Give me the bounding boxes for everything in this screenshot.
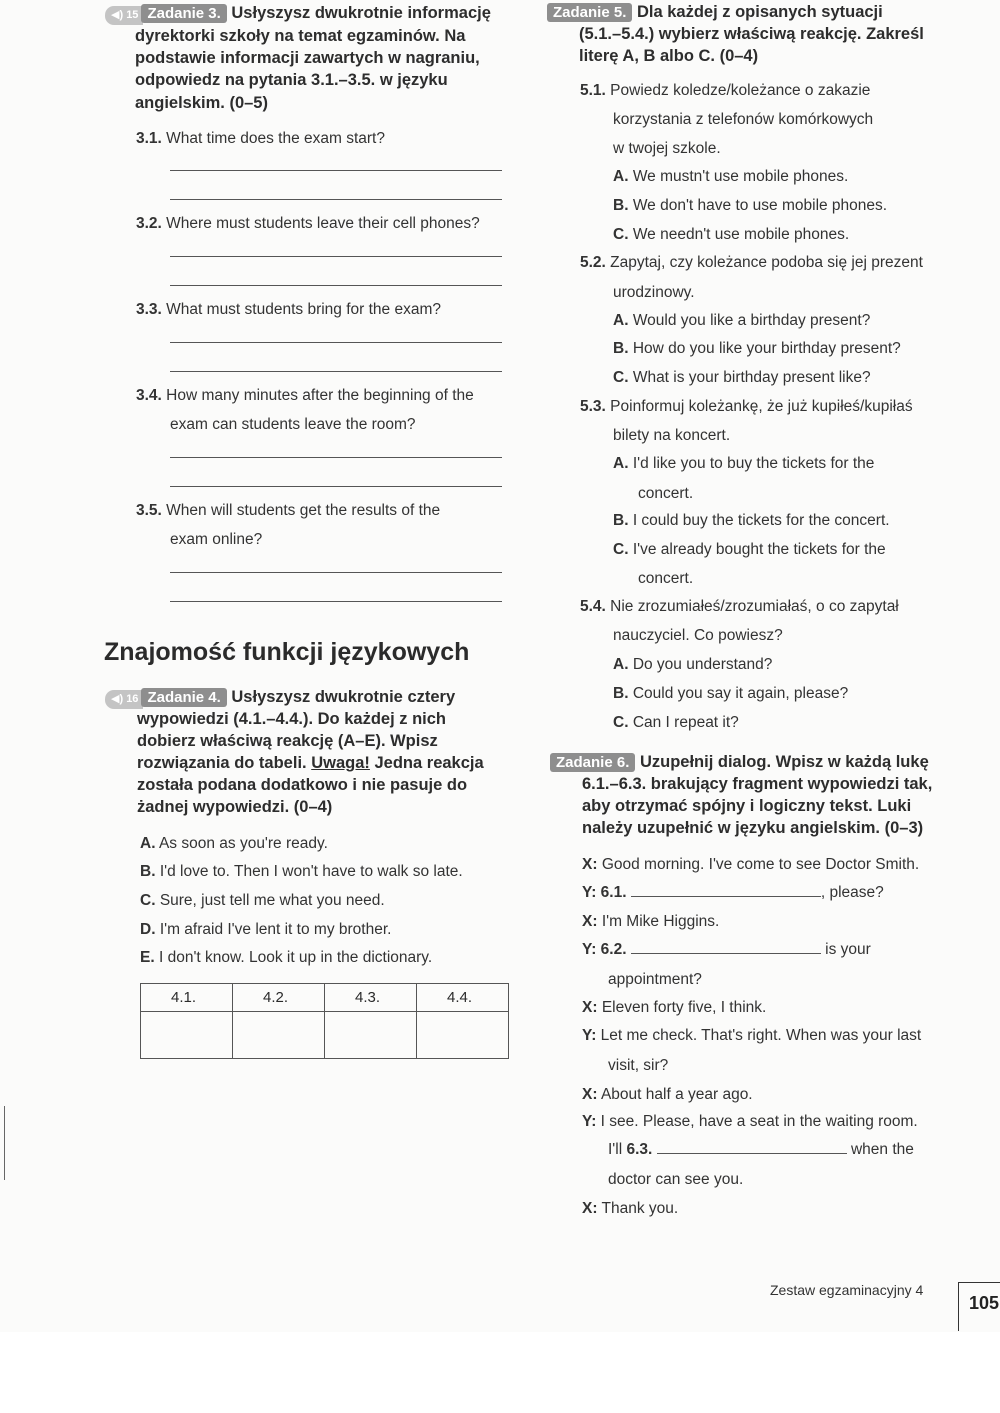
page-number: 105 — [969, 1293, 1000, 1313]
answer-cell-4-1[interactable] — [141, 1012, 233, 1059]
task4-badge: Zadanie 4. — [141, 688, 226, 707]
section-heading: Znajomość funkcji językowych — [104, 638, 470, 666]
task5-instruction-1: Dla każdej z opisanych sytuacji — [636, 3, 883, 21]
task5-instruction-2: (5.1.–5.4.) wybierz właściwą reakcję. Zakreśl — [579, 25, 924, 43]
answer-line-3-1b[interactable] — [170, 199, 502, 200]
task4-instruction-4: rozwiązania do tabeli. Uwaga! Jedna reakcja — [137, 754, 484, 772]
audio-track-16-icon[interactable]: ◀) 16 — [105, 690, 143, 709]
task6-header — [550, 751, 929, 773]
task3-header — [105, 2, 491, 25]
choice-5-2-b[interactable]: B. How do you like your birthday present? — [613, 340, 901, 357]
gap-6-3[interactable] — [657, 1153, 847, 1154]
dialog-line-7: X: About half a year ago. — [582, 1086, 753, 1103]
task4-instruction-1: Usłyszysz dwukrotnie cztery — [231, 688, 456, 706]
dialog-line-6: Y: Let me check. That's right. When was your last — [582, 1027, 922, 1044]
situation-5-1-cont2: w twojej szkole. — [613, 140, 721, 157]
choice-5-1-c[interactable]: C. We needn't use mobile phones. — [613, 226, 850, 243]
task5-instruction-3: literę A, B albo C. (0–4) — [579, 47, 759, 65]
task6-badge: Zadanie 6. — [550, 753, 635, 772]
option-a: A. As soon as you're ready. — [140, 835, 328, 852]
task4-instruction-6: żadnej wypowiedzi. (0–4) — [137, 798, 333, 816]
situation-5-2-cont: urodzinowy. — [613, 284, 695, 301]
task3-instruction-1: Usłyszysz dwukrotnie informację — [231, 4, 491, 22]
choice-5-2-c[interactable]: C. What is your birthday present like? — [613, 369, 871, 386]
question-3-4-cont: exam can students leave the room? — [170, 416, 416, 433]
dialog-line-4-cont: appointment? — [608, 971, 702, 988]
answer-table — [140, 983, 509, 1059]
choice-5-4-c[interactable]: C. Can I repeat it? — [613, 714, 739, 731]
option-c: C. Sure, just tell me what you need. — [140, 892, 385, 909]
table-header-4-2: 4.2. — [233, 984, 325, 1012]
answer-line-3-5a[interactable] — [170, 572, 502, 573]
audio-track-15-icon[interactable]: ◀) 15 — [105, 6, 143, 25]
task3-instruction-5: angielskim. (0–5) — [135, 94, 268, 112]
dialog-line-4: Y: 6.2. is your — [582, 941, 871, 958]
task3-instruction-2: dyrektorki szkoły na temat egzaminów. Na — [135, 27, 466, 45]
task6-instruction-4: należy uzupełnić w języku angielskim. (0–3) — [582, 819, 924, 837]
situation-5-3-cont: bilety na koncert. — [613, 427, 731, 444]
gap-6-1[interactable] — [631, 896, 821, 897]
situation-5-3: 5.3. Poinformuj koleżankę, że już kupiłeś/kupiłaś — [580, 398, 913, 415]
option-d: D. I'm afraid I've lent it to my brother. — [140, 921, 392, 938]
answer-line-3-3b[interactable] — [170, 371, 502, 372]
table-header-4-4: 4.4. — [417, 984, 509, 1012]
question-3-5-cont: exam online? — [170, 531, 263, 548]
question-3-5: 3.5. When will students get the results of the — [136, 502, 441, 519]
page-number-box — [958, 1282, 1000, 1331]
task3-instruction-4: odpowiedz na pytania 3.1.–3.5. w języku — [135, 71, 448, 89]
dialog-line-5: X: Eleven forty five, I think. — [582, 999, 767, 1016]
dialog-line-6-cont: visit, sir? — [608, 1057, 669, 1074]
choice-5-4-a[interactable]: A. Do you understand? — [613, 656, 773, 673]
choice-5-3-c[interactable]: C. I've already bought the tickets for the — [613, 541, 886, 558]
dialog-line-9: X: Thank you. — [582, 1200, 679, 1217]
answer-line-3-2a[interactable] — [170, 256, 502, 257]
answer-line-3-3a[interactable] — [170, 342, 502, 343]
choice-5-2-a[interactable]: A. Would you like a birthday present? — [613, 312, 871, 329]
table-header-4-1: 4.1. — [141, 984, 233, 1012]
dialog-line-8-cont2: doctor can see you. — [608, 1171, 744, 1188]
task6-instruction-1: Uzupełnij dialog. Wpisz w każdą lukę — [639, 753, 929, 771]
task6-instruction-2: 6.1.–6.3. brakujący fragment wypowiedzi tak, — [582, 775, 933, 793]
task4-header — [105, 686, 455, 709]
dialog-line-1: X: Good morning. I've come to see Doctor Smith. — [582, 856, 920, 873]
choice-5-3-a-cont: concert. — [638, 485, 694, 502]
dialog-line-8: Y: I see. Please, have a seat in the waiting room. — [582, 1113, 918, 1130]
question-3-3: 3.3. What must students bring for the exam? — [136, 301, 441, 318]
question-3-1: 3.1. What time does the exam start? — [136, 130, 385, 147]
margin-mark — [0, 1106, 5, 1180]
situation-5-4-cont: nauczyciel. Co powiesz? — [613, 627, 783, 644]
answer-line-3-4a[interactable] — [170, 457, 502, 458]
dialog-line-3: X: I'm Mike Higgins. — [582, 913, 720, 930]
question-3-4: 3.4. How many minutes after the beginning of the — [136, 387, 474, 404]
question-3-2: 3.2. Where must students leave their cell phones? — [136, 215, 480, 232]
warning-label: Uwaga! — [311, 754, 370, 772]
option-e: E. I don't know. Look it up in the dictionary. — [140, 949, 433, 966]
situation-5-2: 5.2. Zapytaj, czy koleżance podoba się jej prezent — [580, 254, 923, 271]
task4-instruction-5: została podana dodatkowo i nie pasuje do — [137, 776, 468, 794]
answer-table-header — [141, 984, 509, 1012]
choice-5-3-c-cont: concert. — [638, 570, 694, 587]
situation-5-4: 5.4. Nie zrozumiałeś/zrozumiałaś, o co zapytał — [580, 598, 899, 615]
situation-5-1: 5.1. Powiedz koledze/koleżance o zakazie — [580, 82, 871, 99]
option-b: B. I'd love to. Then I won't have to walk so late. — [140, 863, 463, 880]
choice-5-1-a[interactable]: A. We mustn't use mobile phones. — [613, 168, 849, 185]
task3-badge: Zadanie 3. — [141, 4, 226, 23]
dialog-line-2: Y: 6.1. , please? — [582, 884, 884, 901]
situation-5-1-cont1: korzystania z telefonów komórkowych — [613, 111, 874, 128]
choice-5-3-a[interactable]: A. I'd like you to buy the tickets for the — [613, 455, 875, 472]
answer-cell-4-4[interactable] — [417, 1012, 509, 1059]
answer-cell-4-3[interactable] — [325, 1012, 417, 1059]
task5-badge: Zadanie 5. — [547, 3, 632, 22]
choice-5-1-b[interactable]: B. We don't have to use mobile phones. — [613, 197, 888, 214]
dialog-line-8-cont: I'll 6.3. when the — [608, 1141, 914, 1158]
task5-header — [547, 1, 883, 23]
answer-line-3-2b[interactable] — [170, 285, 502, 286]
choice-5-3-b[interactable]: B. I could buy the tickets for the concert. — [613, 512, 890, 529]
task3-instruction-3: podstawie informacji zawartych w nagraniu, — [135, 49, 480, 67]
answer-cell-4-2[interactable] — [233, 1012, 325, 1059]
table-header-4-3: 4.3. — [325, 984, 417, 1012]
choice-5-4-b[interactable]: B. Could you say it again, please? — [613, 685, 849, 702]
answer-table-row — [141, 1012, 509, 1059]
answer-line-3-4b[interactable] — [170, 486, 502, 487]
footer-text: Zestaw egzaminacyjny 4 — [770, 1282, 924, 1298]
gap-6-2[interactable] — [631, 953, 821, 954]
answer-line-3-5b[interactable] — [170, 601, 502, 602]
task6-instruction-3: aby otrzymać spójny i logiczny tekst. Luki — [582, 797, 912, 815]
answer-line-3-1a[interactable] — [170, 170, 502, 171]
task4-instruction-3: dobierz właściwą reakcję (A–E). Wpisz — [137, 732, 438, 750]
task4-instruction-2: wypowiedzi (4.1.–4.4.). Do każdej z nich — [137, 710, 446, 728]
